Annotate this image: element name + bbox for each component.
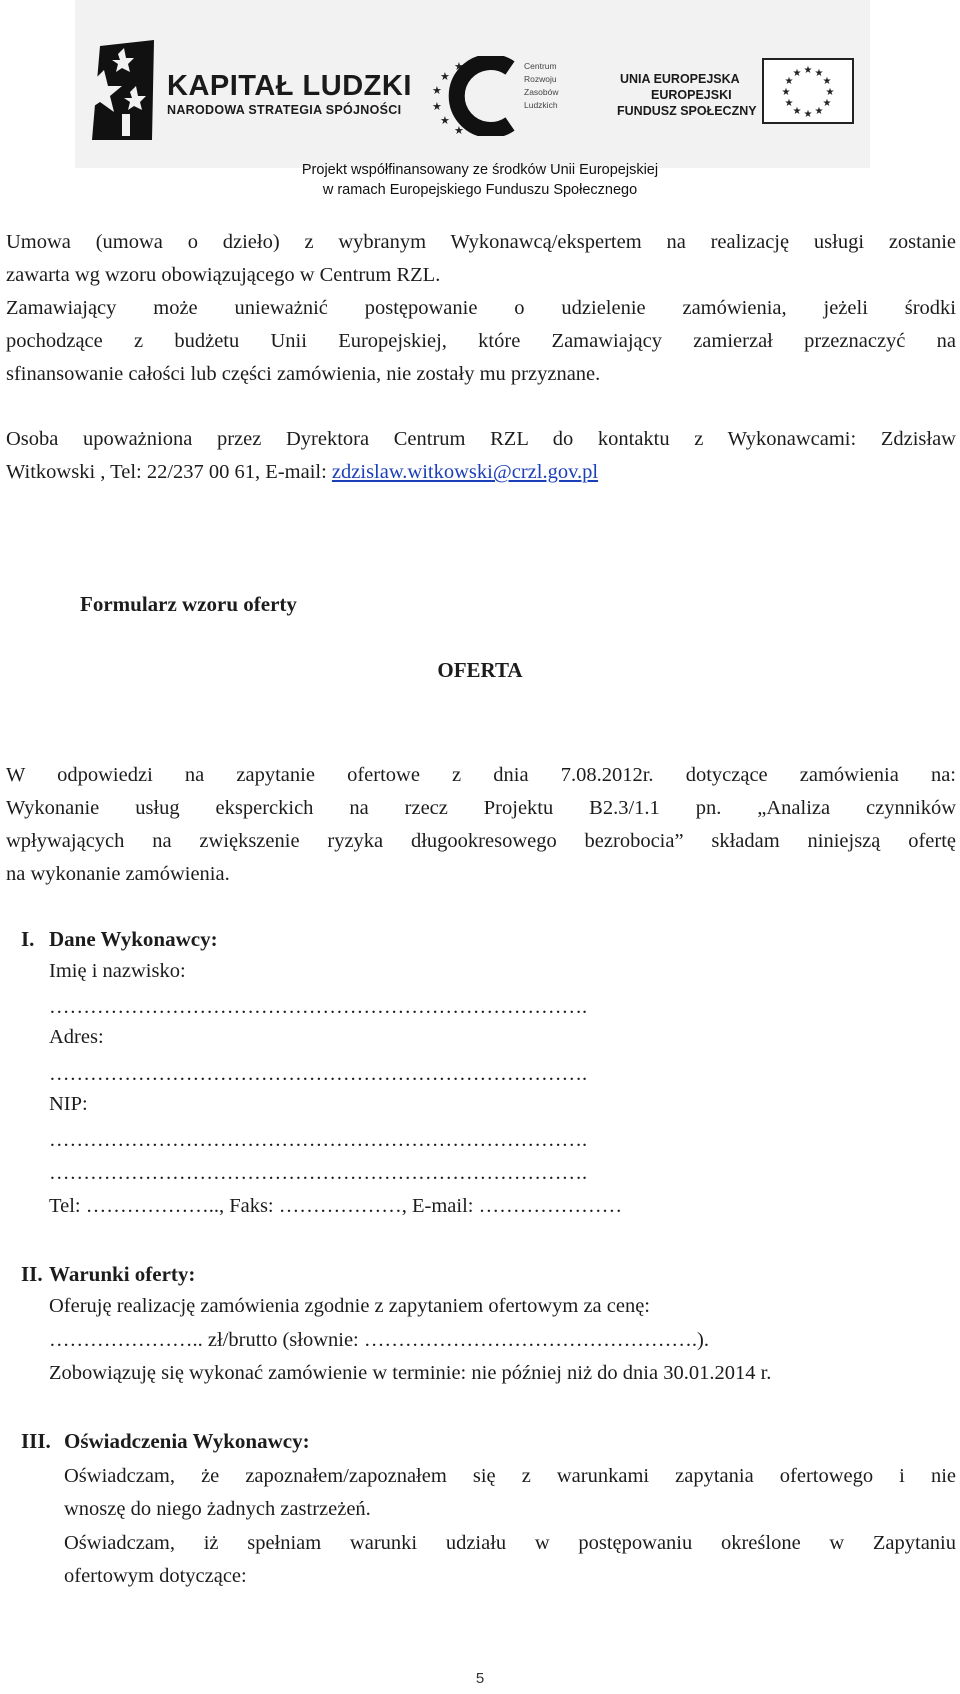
deadline-line: Zobowiązuję się wykonać zamówienie w terminie: nie później niż do dnia 30.01.2014 r. (49, 1362, 772, 1384)
svg-text:★: ★ (781, 87, 791, 98)
svg-text:★: ★ (803, 109, 813, 120)
funding-line-1: Projekt współfinansowany ze środków Unii Europejskiej (301, 162, 659, 178)
svg-text:★: ★ (814, 106, 824, 117)
page-number: 5 (475, 1670, 485, 1687)
text-line: Umowa (umowa o dzieło) z wybranym Wykonawcą/ekspertem na realizację usługi zostanie (6, 231, 956, 253)
centrum-rzl-logo-icon (430, 56, 522, 136)
nip-field[interactable]: ……………………………………………………………………. (49, 1129, 588, 1151)
section-3-title: Oświadczenia Wykonawcy: (64, 1429, 310, 1453)
svg-text:★: ★ (454, 124, 464, 136)
text-line: zawarta wg wzoru obowiązującego w Centrum RZL. (6, 264, 441, 286)
nip-label: NIP: (49, 1093, 88, 1115)
svg-text:★: ★ (784, 76, 794, 87)
eu-logo-line1: UNIA EUROPEJSKA (620, 72, 740, 86)
section-1-number: I. (21, 927, 35, 951)
text-line: pochodzące z budżetu Unii Europejskiej, które Zamawiający zamierzał przeznaczyć na (6, 330, 956, 352)
svg-text:★: ★ (822, 98, 832, 109)
kapital-ludzki-logo-icon (82, 40, 164, 140)
svg-text:★: ★ (432, 84, 442, 97)
address-label: Adres: (49, 1026, 104, 1048)
svg-text:★: ★ (454, 60, 464, 73)
oferta-title: OFERTA (437, 658, 523, 682)
text-line: wnoszę do niego żadnych zastrzeżeń. (64, 1498, 371, 1520)
kapital-ludzki-title: KAPITAŁ LUDZKI (167, 70, 412, 102)
text-line: ofertowym dotyczące: (64, 1565, 247, 1587)
svg-text:★: ★ (822, 76, 832, 87)
name-field[interactable]: ……………………………………………………………………. (49, 996, 588, 1018)
centrum-rzl-logo-text: Centrum Rozwoju Zasobów Ludzkich (524, 61, 559, 110)
contact-paragraph (6, 423, 956, 489)
contact-text: Witkowski , Tel: 22/237 00 61, E-mail: (6, 461, 332, 483)
text-line: sfinansowanie całości lub części zamówienia, nie zostały mu przyznane. (6, 363, 601, 385)
funding-line-2: w ramach Europejskiego Funduszu Społecznego (322, 182, 638, 198)
text-line: Zamawiający może unieważnić postępowanie o udzielenie zamówienia, jeżeli środki (6, 297, 956, 319)
text-line: W odpowiedzi na zapytanie ofertowe z dnia 7.08.2012r. dotyczące zamówienia na: (6, 764, 956, 786)
svg-text:★: ★ (470, 60, 480, 73)
form-heading: Formularz wzoru oferty (80, 592, 297, 616)
svg-text:★: ★ (470, 124, 480, 136)
nip-field-extra[interactable]: ……………………………………………………………………. (49, 1162, 588, 1184)
svg-text:★: ★ (792, 106, 802, 117)
eu-flag-icon (762, 58, 854, 124)
text-line: Wykonanie usług eksperckich na rzecz Projektu B2.3/1.1 pn. „Analiza czynników (6, 797, 956, 819)
svg-text:★: ★ (440, 114, 450, 127)
text-line: Osoba upoważniona przez Dyrektora Centrum RZL do kontaktu z Wykonawcami: Zdzisław (6, 428, 956, 450)
text-line (6, 456, 956, 489)
text-line: Oświadczam, iż spełniam warunki udziału w postępowaniu określone w Zapytaniu (64, 1532, 956, 1554)
kapital-ludzki-subtitle: NARODOWA STRATEGIA SPÓJNOŚCI (167, 103, 402, 117)
eu-logo-line3: FUNDUSZ SPOŁECZNY (617, 104, 757, 118)
name-label: Imię i nazwisko: (49, 960, 186, 982)
eu-logo-line2: EUROPEJSKI (651, 88, 732, 102)
declaration-paragraph-2 (64, 1527, 956, 1593)
section-3-number: III. (21, 1429, 51, 1453)
declaration-paragraph-1 (64, 1460, 956, 1526)
text-line: wpływających na zwiększenie ryzyka długookresowego bezrobocia” składam niniejszą ofertę (6, 830, 956, 852)
section-2-number: II. (21, 1262, 43, 1286)
svg-text:★: ★ (440, 70, 450, 83)
svg-text:★: ★ (792, 68, 802, 79)
section-2-title: Warunki oferty: (49, 1262, 196, 1286)
svg-text:★: ★ (814, 68, 824, 79)
response-paragraph (6, 759, 956, 891)
address-field[interactable]: ……………………………………………………………………. (49, 1063, 588, 1085)
intro-paragraph (6, 226, 956, 391)
svg-text:★: ★ (432, 100, 442, 113)
email-link[interactable]: zdzislaw.witkowski@crzl.gov.pl (331, 461, 599, 483)
contact-fields-line[interactable]: Tel: ……………….., Faks: ………………, E-mail: ………………… (49, 1195, 623, 1217)
price-field-line[interactable]: ………………….. zł/brutto (słownie: ………………………………………….). (49, 1329, 709, 1351)
section-1-title: Dane Wykonawcy: (49, 927, 218, 951)
svg-text:★: ★ (825, 87, 835, 98)
svg-text:★: ★ (803, 65, 813, 76)
text-line: na wykonanie zamówienia. (6, 863, 230, 885)
text-line: Oświadczam, że zapoznałem/zapoznałem się z warunkami zapytania ofertowego i nie (64, 1465, 956, 1487)
svg-text:★: ★ (784, 98, 794, 109)
price-offer-line: Oferuję realizację zamówienia zgodnie z zapytaniem ofertowym za cenę: (49, 1295, 651, 1317)
